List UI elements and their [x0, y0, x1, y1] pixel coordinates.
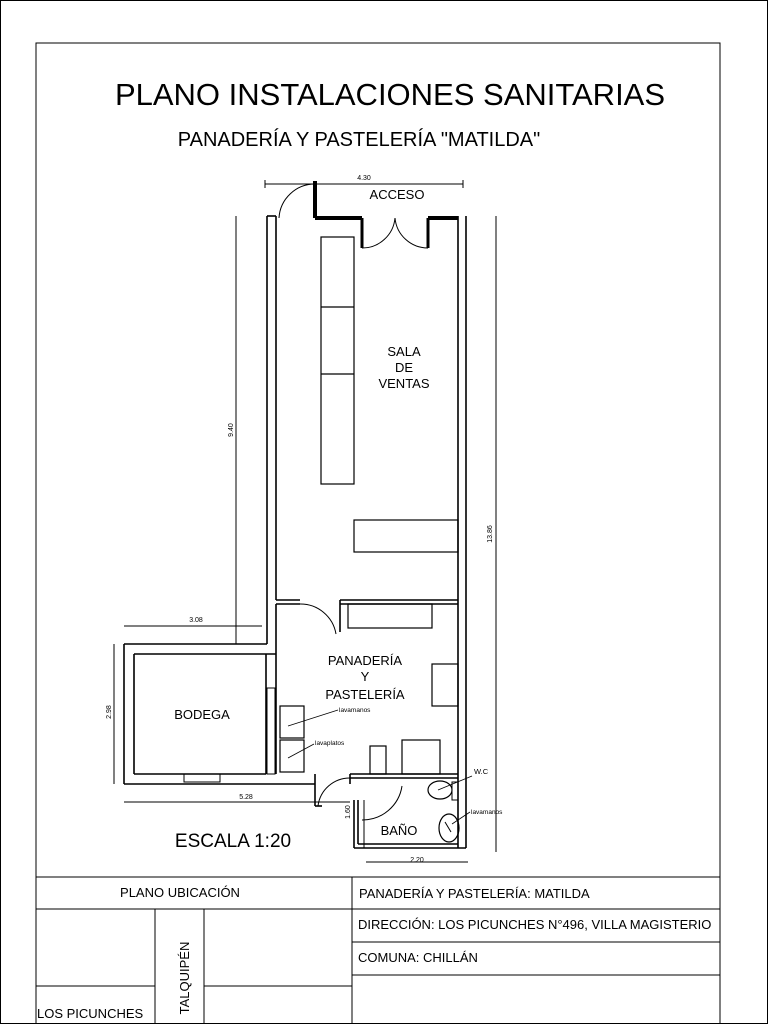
dim-bath-width: 2.20 [410, 857, 424, 864]
dim-storage-height: 2.98 [106, 705, 113, 719]
room-sales-line-2: DE [394, 360, 414, 375]
dim-bottom-width: 5.28 [239, 794, 253, 801]
building-walls [124, 180, 472, 848]
fixture-handwash-label: lavamanos [339, 707, 371, 714]
business-name: PANADERÍA Y PASTELERÍA: MATILDA [359, 886, 590, 901]
room-storage-label: BODEGA [174, 707, 230, 722]
room-sales-line-3: VENTAS [378, 376, 430, 391]
room-bakery-line-3: PASTELERÍA [325, 687, 405, 702]
dim-storage-width: 3.08 [189, 617, 203, 624]
commune: COMUNA: CHILLÁN [358, 950, 478, 965]
fixture-dishwash-label: lavaplatos [315, 740, 345, 747]
room-bathroom-label: BAÑO [380, 823, 418, 838]
dim-right-height: 13.86 [487, 525, 494, 543]
dim-left-height: 9.40 [228, 423, 235, 437]
sheet-border [1, 1, 768, 1024]
dim-bath-height: 1.60 [345, 805, 352, 819]
street-los-picunches: LOS PICUNCHES [37, 1006, 144, 1021]
fixture-wc-label: W.C [474, 767, 489, 776]
room-access-label: ACCESO [369, 187, 425, 202]
room-bakery-line-1: PANADERÍA [327, 653, 403, 668]
fixture-bath-handwash-label: lavamanos [471, 809, 503, 816]
scale-label: ESCALA 1:20 [174, 831, 292, 852]
dim-top-width: 4.30 [357, 175, 371, 182]
room-bakery-line-2: Y [360, 669, 370, 684]
plan-title: PLANO INSTALACIONES SANITARIAS [114, 77, 666, 112]
drawing-frame [36, 43, 720, 877]
room-sales-line-1: SALA [387, 344, 421, 359]
dimension-lines [114, 216, 496, 862]
location-heading: PLANO UBICACIÓN [120, 885, 240, 900]
address: DIRECCIÓN: LOS PICUNCHES N°496, VILLA MAGISTERIO [358, 917, 712, 932]
street-talquipen: TALQUIPÉN [177, 941, 192, 1015]
plan-subtitle: PANADERÍA Y PASTELERÍA "MATILDA" [177, 129, 541, 151]
